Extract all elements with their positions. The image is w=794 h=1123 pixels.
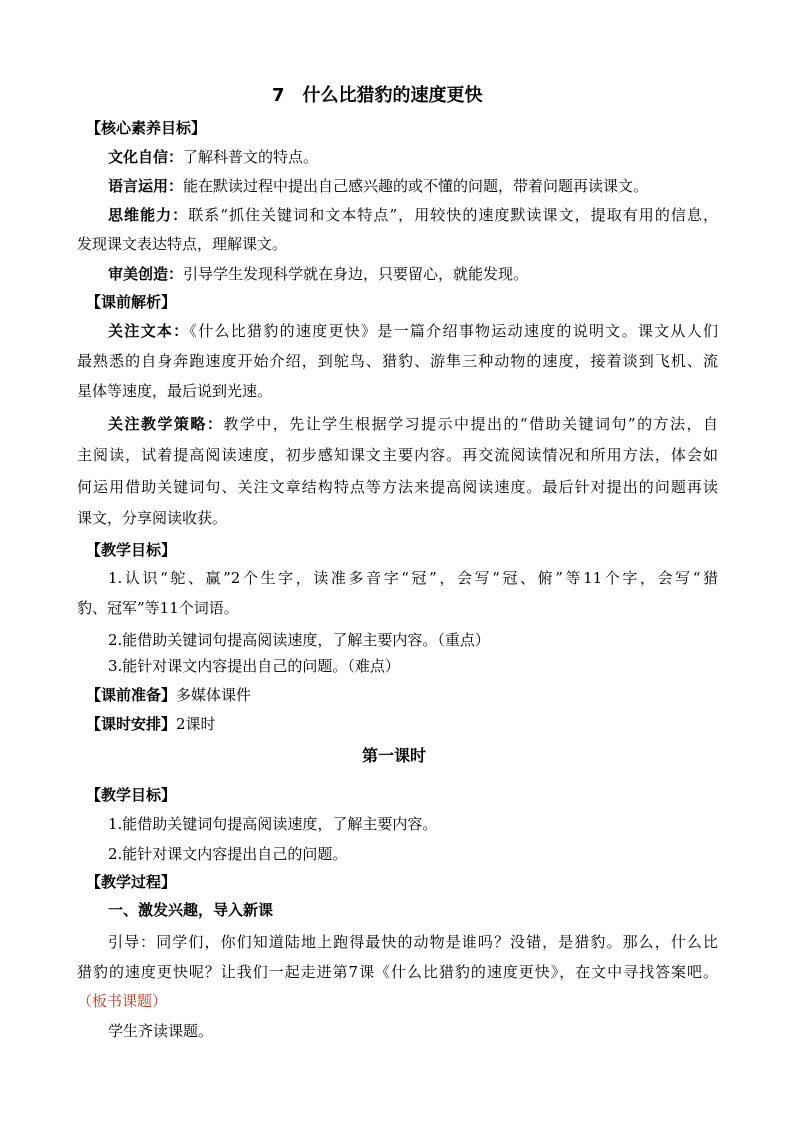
strategy-text-line: 主阅读，试着提高阅读速度，初步感知课文主要内容。再交流阅读情况和所用方法，体会如 bbox=[77, 446, 718, 464]
analysis-label: 关注文本： bbox=[108, 322, 190, 340]
goal-thinking-cont: 发现课文表达特点，理解课文。 bbox=[77, 235, 288, 253]
lesson-objectives-heading: 【教学目标】 bbox=[86, 786, 177, 804]
lesson-objective-item: 2.能针对课文内容提出自己的问题。 bbox=[108, 845, 348, 863]
strategy-text-line: 何运用借助关键词句、关注文章结构特点等方法来提高阅读速度。最后针对提出的问题再读 bbox=[77, 478, 718, 496]
prep-text: 多媒体课件 bbox=[176, 686, 252, 704]
objective-item-cont: 豹、冠军”等11个词语。 bbox=[77, 599, 239, 617]
goal-culture bbox=[108, 147, 318, 167]
lesson-title: 第一课时 bbox=[362, 746, 427, 765]
schedule-text: 2课时 bbox=[176, 715, 216, 733]
schedule-label: 【课时安排】 bbox=[86, 715, 177, 733]
objective-item: 3.能针对课文内容提出自己的问题。（难点） bbox=[108, 657, 400, 675]
goal-text: 了解科普文的特点。 bbox=[183, 148, 319, 166]
lesson-objective-item: 1.能借助关键词句提高阅读速度，了解主要内容。 bbox=[108, 815, 438, 833]
analysis-text: 《什么比猎豹的速度更快》是一篇介绍事物运动速度的说明文。课文从人们 bbox=[189, 322, 718, 340]
step-title: 一、激发兴趣，导入新课 bbox=[108, 901, 274, 919]
intro-line: 引导：同学们，你们知道陆地上跑得最快的动物是谁吗？没错，是猎豹。那么，什么比 bbox=[108, 933, 718, 951]
goal-label: 审美创造： bbox=[108, 265, 184, 283]
goal-text: 能在默读过程中提出自己感兴趣的或不懂的问题，带着问题再读课文。 bbox=[183, 177, 649, 195]
page-title: 7 什么比猎豹的速度更快 bbox=[272, 85, 483, 106]
objective-item: 2.能借助关键词句提高阅读速度，了解主要内容。（重点） bbox=[108, 631, 490, 649]
board-note: （板书课题） bbox=[77, 992, 168, 1010]
prep-label: 【课前准备】 bbox=[86, 686, 177, 704]
strategy-text-line: 课文，分享阅读收获。 bbox=[77, 509, 228, 527]
schedule-line bbox=[86, 714, 216, 734]
intro-line: 猎豹的速度更快呢？让我们一起走进第7课《什么比猎豹的速度更快》，在文中寻找答案吧。 bbox=[77, 963, 718, 981]
goal-aesthetic bbox=[108, 264, 528, 284]
goal-label: 语言运用： bbox=[108, 177, 184, 195]
strategy-text-line bbox=[108, 414, 718, 434]
goal-language bbox=[108, 176, 648, 196]
goal-text: 联系“抓住关键词和文本特点”，用较快的速度默读课文，提取有用的信息， bbox=[188, 206, 718, 224]
analysis-text-line bbox=[108, 321, 718, 341]
goals-heading: 【核心素养目标】 bbox=[86, 119, 207, 137]
analysis-text-line: 最熟悉的自身奔跑速度开始介绍，到鸵鸟、猎豹、游隼三种动物的速度，接着谈到飞机、流 bbox=[77, 352, 718, 370]
objectives-heading: 【教学目标】 bbox=[86, 541, 177, 559]
analysis-text-line: 星体等速度，最后说到光速。 bbox=[77, 382, 273, 400]
process-heading: 【教学过程】 bbox=[86, 873, 177, 891]
strategy-label: 关注教学策略： bbox=[108, 415, 224, 433]
goal-label: 文化自信： bbox=[108, 148, 184, 166]
objective-item: 1.认识“鸵、赢”2个生字，读准多音字“冠”，会写“冠、俯”等11个字，会写“猎 bbox=[108, 569, 718, 587]
goal-thinking bbox=[108, 205, 718, 225]
prep-line bbox=[86, 685, 251, 705]
strategy-text: 教学中，先让学生根据学习提示中提出的“借助关键词句”的方法，自 bbox=[223, 415, 718, 433]
read-title-line: 学生齐读课题。 bbox=[108, 1022, 214, 1040]
analysis-heading: 【课前解析】 bbox=[86, 293, 177, 311]
goal-label: 思维能力： bbox=[108, 206, 189, 224]
goal-text: 引导学生发现科学就在身边，只要留心，就能发现。 bbox=[183, 265, 529, 283]
